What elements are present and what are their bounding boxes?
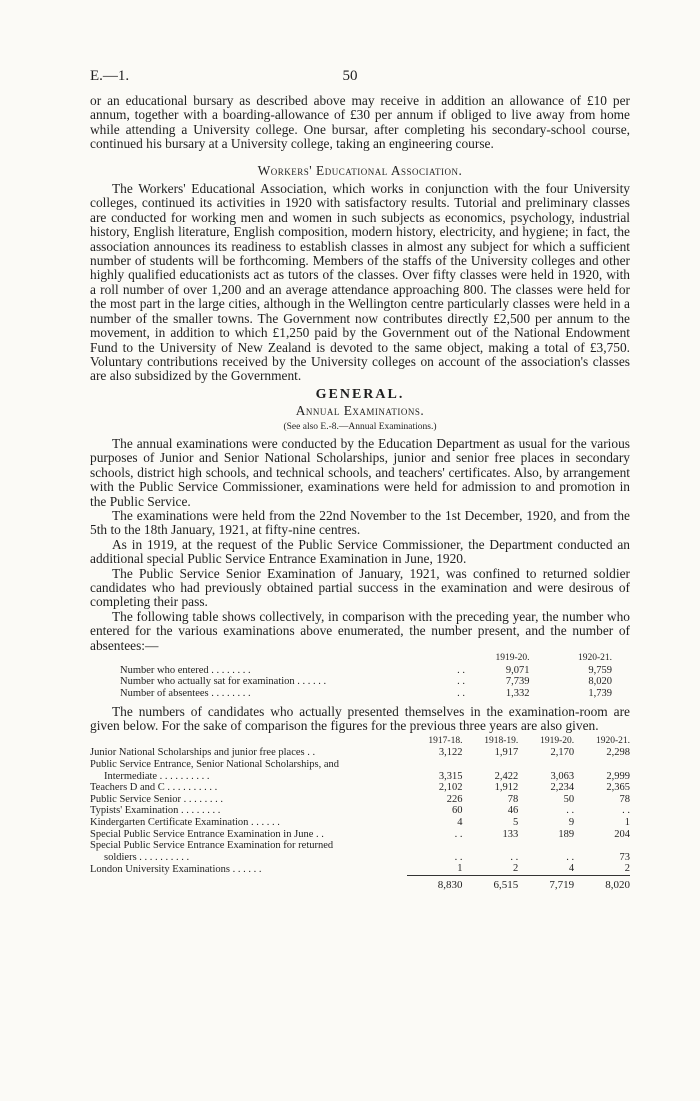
row-label: Number of absentees . . . . . . . .: [120, 687, 251, 699]
row-leader: . .: [457, 687, 465, 699]
exams-paragraph-3: As in 1919, at the request of the Public Service Commissioner, the Department conducted an additional special Public Service Entrance Examination in June, 1920.: [90, 536, 630, 567]
row-label: Number who actually sat for examination . . . . . .: [120, 676, 327, 688]
table-cell: 2: [624, 863, 630, 875]
table-cell: 4: [568, 863, 575, 875]
table-cell: 9,071: [505, 664, 530, 676]
year-col-1920-21: 1920-21.: [595, 735, 630, 746]
page-number: 50: [342, 68, 358, 84]
table-cell: 1,917: [494, 747, 519, 759]
year-col-1918-19: 1918-19.: [484, 735, 519, 746]
table-cell: [407, 759, 463, 771]
table-cell: 2,365: [606, 782, 630, 794]
table-cell: 73: [619, 851, 630, 863]
row-label: Number who entered . . . . . . . .: [120, 664, 251, 676]
table-cell: [574, 759, 630, 771]
row-label: Special Public Service Entrance Examination for returned: [90, 840, 334, 852]
table-row: [90, 805, 630, 817]
table-cell: . .: [566, 851, 575, 863]
table-cell: 3,063: [550, 770, 575, 782]
exams-paragraph-1: The annual examinations were conducted by the Education Department as usual for the various purposes of Junior and Senior National Scholarships, junior and senior free places in secondary schools, district high schools, and technical schools, and teachers' certificates. Also, by arrangement with the Public Service Commissioner, examinations were held for admission to and promotion in the Public Service.: [90, 435, 630, 509]
table-row: [90, 747, 630, 759]
page-header: [90, 68, 610, 88]
table-cell: 1,739: [588, 687, 612, 699]
table-cell: 60: [451, 805, 463, 817]
table-row: [90, 852, 630, 864]
table-cell: [518, 759, 574, 771]
table-cell: 4: [457, 817, 463, 828]
general-heading: GENERAL.: [315, 386, 405, 402]
row-label: Public Service Entrance, Senior National Scholarships, and: [90, 759, 340, 771]
table-cell: 5: [513, 817, 519, 828]
table-cell: 2,999: [606, 770, 630, 782]
table-cell: 226: [446, 793, 463, 805]
row-label: Intermediate . . . . . . . . . .: [104, 770, 210, 782]
wea-paragraph: The Workers' Educational Association, which works in conjunction with the four University colleges, continued its activities in 1920 with satisfactory results. Tutorial and preliminary classes are conducted for working men and women in such subjects as economics, psychology, industrial history, English literature, English composition, modern history, electricity, and hygiene; in fact, the association announces its readiness to establish classes in almost any subject for which a sufficient number of students will be forthcoming. Members of the staffs of the University colleges and other highly qualified educationists act as tutors of the classes. Over fifty classes were held in 1920, with a roll number of over 1,200 and an average attendance approaching 800. The classes were held for the most part in the large cities, although in the Wellington centre particularly classes were held in a number of the smaller towns. The Government now contributes directly £2,500 per annum to the movement, in addition to which £1,250 paid by the Government out of the National Endowment Fund to the University of New Zealand is devoted to the same object, making a total of £3,750. Voluntary contributions received by the University colleges on account of the association's classes are also subsidized by the Government.: [90, 181, 630, 384]
totals-row: [90, 875, 630, 891]
table-cell: [462, 840, 518, 852]
wea-heading: Workers' Educational Association.: [257, 162, 463, 178]
table-cell: 1,332: [505, 687, 530, 699]
row-leader: . .: [457, 664, 465, 676]
bursary-paragraph: or an educational bursary as described above may receive in addition an allowance of £10 per annum, together with a boarding-allowance of £30 per annum if obliged to live away from home while attending a University college. One bursar, after completing his secondary-school course, continued his bursary at a University college, taking an engineering course.: [90, 93, 630, 152]
row-label: Teachers D and C . . . . . . . . . .: [90, 782, 218, 794]
table-cell: 189: [558, 828, 575, 840]
total-cell: 7,719: [518, 875, 574, 891]
table-cell: . .: [454, 851, 463, 863]
row-label: Junior National Scholarships and junior free places . .: [90, 747, 316, 759]
table-row: [120, 688, 630, 700]
table-cell: . .: [566, 805, 575, 817]
row-label: Kindergarten Certificate Examination . . . . . .: [90, 817, 280, 828]
year-col-1917-18: 1917-18.: [428, 735, 463, 746]
table-cell: 2,102: [438, 782, 463, 794]
row-label: soldiers . . . . . . . . . .: [104, 851, 190, 863]
candidates-table: [90, 736, 630, 892]
table-row: [90, 794, 630, 806]
row-leader: . .: [457, 676, 465, 688]
table-cell: [574, 840, 630, 852]
exams-paragraph-4: The Public Service Senior Examination of January, 1921, was confined to returned soldier candidates who had previously obtained partial success in the examination and were desirous of completing their pass.: [90, 565, 630, 610]
exams-paragraph-6: The numbers of candidates who actually presented themselves in the examination-room are given below. For the sake of comparison the figures for the previous three years are also given.: [90, 704, 630, 734]
table-cell: 8,020: [588, 676, 612, 688]
annual-exams-heading: Annual Examinations.: [295, 403, 425, 419]
year-col-1919-20: 1919-20.: [495, 653, 530, 664]
total-cell: 8,020: [574, 875, 630, 891]
table-cell: 2,234: [550, 782, 575, 794]
table-cell: . .: [510, 851, 519, 863]
row-label: Typists' Examination . . . . . . . .: [90, 805, 221, 817]
table-cell: 1: [457, 863, 463, 875]
table-cell: 1: [624, 817, 630, 828]
row-label: Public Service Senior . . . . . . . .: [90, 793, 223, 805]
table-row: [90, 829, 630, 841]
table-cell: 7,739: [505, 676, 530, 688]
table-cell: 2: [513, 863, 519, 875]
table-cell: 78: [619, 793, 630, 805]
exams-paragraph-2: The examinations were held from the 22nd November to the 1st December, 1920, and from the 5th to the 18th January, 1921, at fifty-nine centres.: [90, 507, 630, 538]
table-cell: 3,122: [438, 747, 463, 759]
row-label: Special Public Service Entrance Examination in June . .: [90, 828, 324, 840]
table-cell: 9,759: [588, 664, 612, 676]
table-cell: [462, 759, 518, 771]
year-col-1919-20: 1919-20.: [540, 735, 575, 746]
table-row: [90, 817, 630, 829]
table-cell: 2,170: [550, 747, 575, 759]
table-cell: 3,315: [438, 770, 463, 782]
table-cell: [518, 840, 574, 852]
year-col-1920-21: 1920-21.: [577, 653, 612, 664]
table-row: [90, 759, 630, 771]
table-cell: [407, 840, 463, 852]
total-cell: 8,830: [407, 875, 463, 891]
table-row: [120, 665, 630, 677]
report-reference: E.—1.: [90, 68, 130, 84]
table-cell: 78: [507, 793, 519, 805]
table-cell: 2,422: [494, 770, 519, 782]
table-row: [90, 771, 630, 783]
table-cell: 204: [614, 828, 630, 840]
table-cell: 9: [568, 817, 575, 828]
total-cell: 6,515: [462, 875, 518, 891]
table-row: [120, 676, 630, 688]
table-cell: . .: [622, 805, 630, 817]
table-cell: 1,912: [494, 782, 519, 794]
candidates-table-header: [90, 736, 630, 748]
table-row: [90, 782, 630, 794]
exams-paragraph-5: The following table shows collectively, in comparison with the preceding year, the number who entered for the various examinations above enumerated, the number present, and the number of absentees:—: [90, 608, 630, 653]
row-label: London University Examinations . . . . . .: [90, 863, 262, 875]
table-cell: 50: [563, 793, 575, 805]
table-row: [90, 840, 630, 852]
table-row: [90, 863, 630, 875]
table-cell: 2,298: [606, 747, 630, 759]
table-cell: 46: [507, 805, 519, 817]
table-cell: 133: [502, 828, 519, 840]
entries-table: [120, 653, 630, 699]
table-cell: . .: [454, 828, 463, 840]
cross-reference-note: (See also E.-8.—Annual Examinations.): [283, 421, 437, 432]
page-body: [90, 94, 630, 892]
entries-table-header: [120, 653, 630, 665]
